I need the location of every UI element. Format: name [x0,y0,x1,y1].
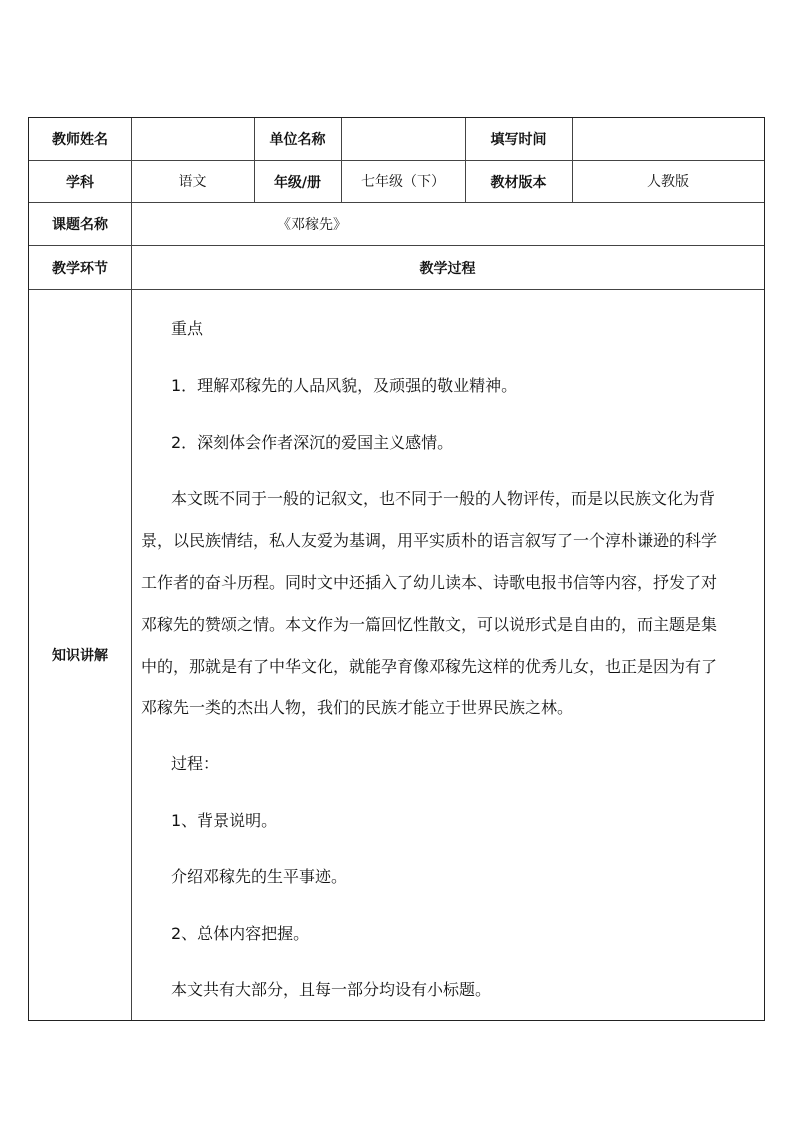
unit-name-value [341,118,465,160]
grade-value: 七年级（下） [361,174,445,190]
teacher-name-label: 教师姓名 [52,132,108,148]
paragraph-line: 邓稼先一类的杰出人物，我们的民族才能立于世界民族之林。 [141,698,574,717]
fill-time-value [572,118,764,160]
paragraph-line: 景，以民族情结，私人友爱为基调，用平实质朴的语言叙写了一个淳朴谦逊的科学 [141,531,718,550]
paragraph-line: 中的，那就是有了中华文化，就能孕育像邓稼先这样的优秀儿女，也正是因为有了 [141,657,718,676]
step-2-heading: 2、总体内容把握。 [171,924,310,943]
paragraph-line: 工作者的奋斗历程。同时文中还插入了幼儿读本、诗歌电报书信等内容，抒发了对 [141,573,718,592]
row-subject-info [29,161,764,203]
key-point-1: 1．理解邓稼先的人品风貌，及顽强的敬业精神。 [171,376,518,395]
topic-value: 《邓稼先》 [277,217,347,233]
unit-name-label: 单位名称 [269,132,326,148]
row-teacher-info [29,118,764,161]
textbook-value: 人教版 [647,174,689,190]
fill-time-label: 填写时间 [490,132,547,148]
key-points-heading: 重点 [171,319,204,338]
key-point-2: 2．深刻体会作者深沉的爱国主义感情。 [171,433,454,452]
textbook-label: 教材版本 [490,174,547,191]
paragraph-line: 本文既不同于一般的记叙文，也不同于一般的人物评传，而是以民族文化为背 [171,489,716,508]
row-topic [29,203,764,246]
stage-label: 教学环节 [52,260,108,277]
paragraph-line: 邓稼先的赞颂之情。本文作为一篇回忆性散文，可以说形式是自由的，而主题是集 [141,615,718,634]
grade-label: 年级/册 [273,174,322,191]
step-1-text: 介绍邓稼先的生平事迹。 [171,867,348,886]
step-1-heading: 1、背景说明。 [171,811,278,830]
section-label: 知识讲解 [52,648,108,664]
subject-value: 语文 [178,174,207,190]
content-area [131,290,764,1020]
step-2-text: 本文共有大部分，且每一部分均设有小标题。 [171,980,492,999]
topic-label: 课题名称 [52,217,108,233]
teacher-name-value [131,118,254,160]
subject-label: 学科 [66,174,94,191]
row-stage-header [29,246,764,290]
process-label: 教学过程 [419,260,476,277]
lesson-plan-table [28,117,765,1021]
process-heading: 过程： [171,754,220,773]
